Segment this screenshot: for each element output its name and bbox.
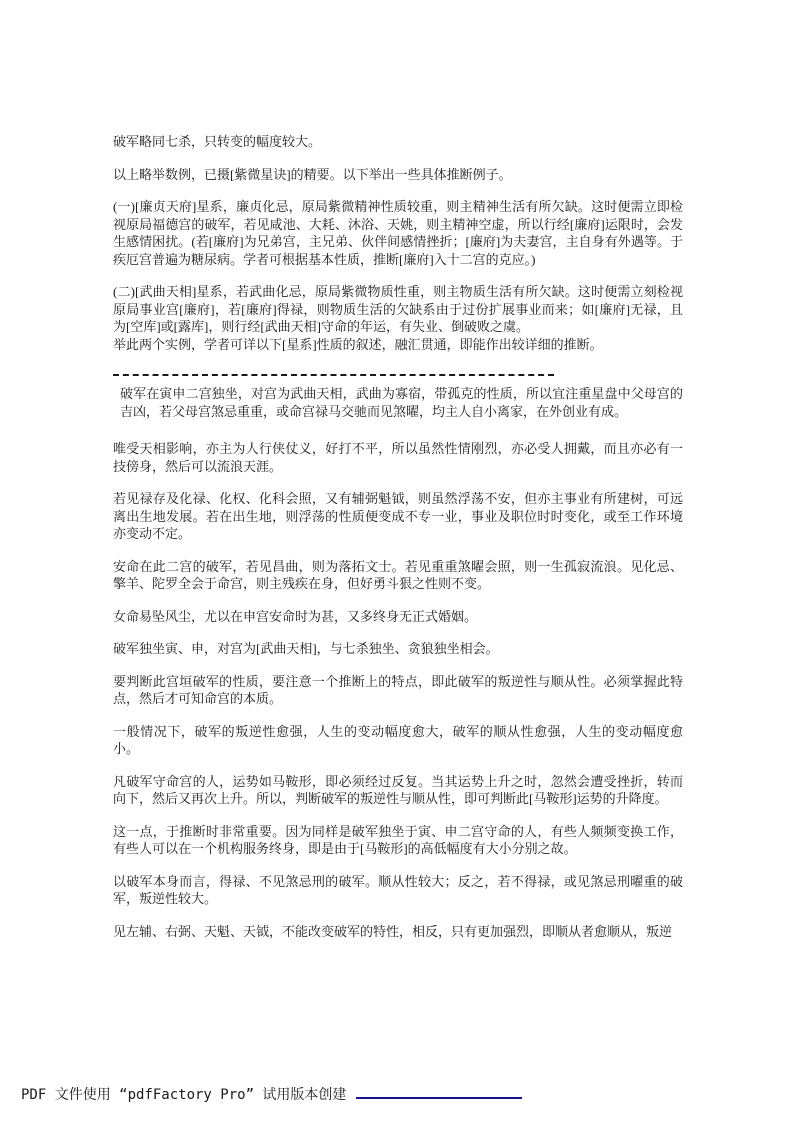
paragraph: 这一点，于推断时非常重要。因为同样是破军独坐于寅、申二宫守命的人，有些人频频变换工作，有些人可以在一个机构服务终身，即是由于[马鞍形]的高低幅度有大小分别之故。 bbox=[113, 823, 683, 856]
paragraph: (一)[廉贞天府]星系，廉贞化忌，原局紫微精神性质较重，则主精神生活有所欠缺。这时便需立即检视原局福德宫的破军，若见咸池、大耗、沐浴、天姚，则主精神空虚，所以行经[廉府]运限时，会发生感情困扰。(若[廉府]为兄弟宫，主兄弟、伙伴间感情挫折；[廉府]为夫妻宫，主自身有外遇等。于疾厄宫普遍为糖尿病。学者可根据基本性质，推断[廉府]入十二宫的克应。) bbox=[113, 199, 683, 267]
paragraph: 破军略同七杀，只转变的幅度较大。 bbox=[113, 134, 322, 149]
watermark-text: PDF 文件使用 “pdfFactory Pro” 试用版本创建 bbox=[21, 1087, 347, 1103]
paragraph: 破军独坐寅、申，对宫为[武曲天相]，与七杀独坐、贪狼独坐相会。 bbox=[113, 641, 499, 656]
paragraph: 以上略举数例，已摄[紫微星诀]的精要。以下举出一些具体推断例子。 bbox=[113, 166, 512, 182]
paragraph: 凡破军守命宫的人，运势如马鞍形，即必须经过反复。当其运势上升之时，忽然会遭受挫折，转而向下，然后又再次上升。所以，判断破军的叛逆性与顺从性，即可判断此[马鞍形]运势的升降度。 bbox=[113, 773, 683, 806]
document-body bbox=[113, 133, 683, 955]
paragraph: 安命在此二宫的破军，若见昌曲，则为落拓文士。若见重重煞曜会照，则一生孤寂流浪。见化忌、擎羊、陀罗全会于命宫，则主残疾在身，但好勇斗狠之性则不变。 bbox=[113, 558, 683, 591]
paragraph: 一般情况下，破军的叛逆性愈强，人生的变动幅度愈大，破军的顺从性愈强，人生的变动幅度愈小。 bbox=[113, 723, 683, 756]
paragraph: 要判断此宫垣破军的性质，要注意一个推断上的特点，即此破军的叛逆性与顺从性。必须掌握此特点，然后才可知命宫的本质。 bbox=[113, 673, 683, 706]
paragraph: 若见禄存及化禄、化权、化科会照，又有辅弼魁钺，则虽然浮荡不安，但亦主事业有所建树，可远离出生地发展。若在出生地，则浮荡的性质便变成不专一业，事业及职位时时变化，或至工作环境亦变动不定。 bbox=[113, 491, 683, 541]
watermark-link-underline[interactable] bbox=[356, 1096, 522, 1099]
paragraph: (二)[武曲天相]星系，若武曲化忌，原局紫微物质性重，则主物质生活有所欠缺。这时便需立刻检视原局事业宫[廉府]，若[廉府]得禄，则物质生活的欠缺系由于过份扩展事业而来；如[廉府]无禄，且为[空库]或[露库]，则行经[武曲天相]守命的年运，有失业、倒破败之虞。 bbox=[113, 284, 683, 334]
pdf-watermark-footer bbox=[21, 1086, 771, 1104]
paragraph: 见左辅、右弼、天魁、天钺，不能改变破军的特性，相反，只有更加强烈，即顺从者愈顺从，叛逆 bbox=[113, 923, 673, 939]
paragraph: 女命易坠风尘，尤以在申宫安命时为甚，又多终身无正式婚姻。 bbox=[113, 608, 478, 624]
paragraph: 以破军本身而言，得禄、不见煞忌刑的破军。顺从性较大；反之，若不得禄，或见煞忌刑曜重的破军，叛逆性较大。 bbox=[113, 873, 683, 906]
section-divider bbox=[113, 374, 554, 376]
paragraph: 举此两个实例，学者可详以下[星系]性质的叙述，融汇贯通，即能作出较详细的推断。 bbox=[113, 336, 603, 352]
section-heading: 破军在寅申二宫独坐，对宫为武曲天相，武曲为寡宿，带孤克的性质，所以宜注重星盘中父母宫的吉凶，若父母宫煞忌重重，或命宫禄马交驰而见煞曜，均主人自小离家，在外创业有成。 bbox=[120, 386, 683, 419]
paragraph: 唯受天相影响，亦主为人行侠仗义，好打不平，所以虽然性情刚烈，亦必受人拥戴，而且亦必有一技傍身，然后可以流浪天涯。 bbox=[113, 441, 683, 474]
